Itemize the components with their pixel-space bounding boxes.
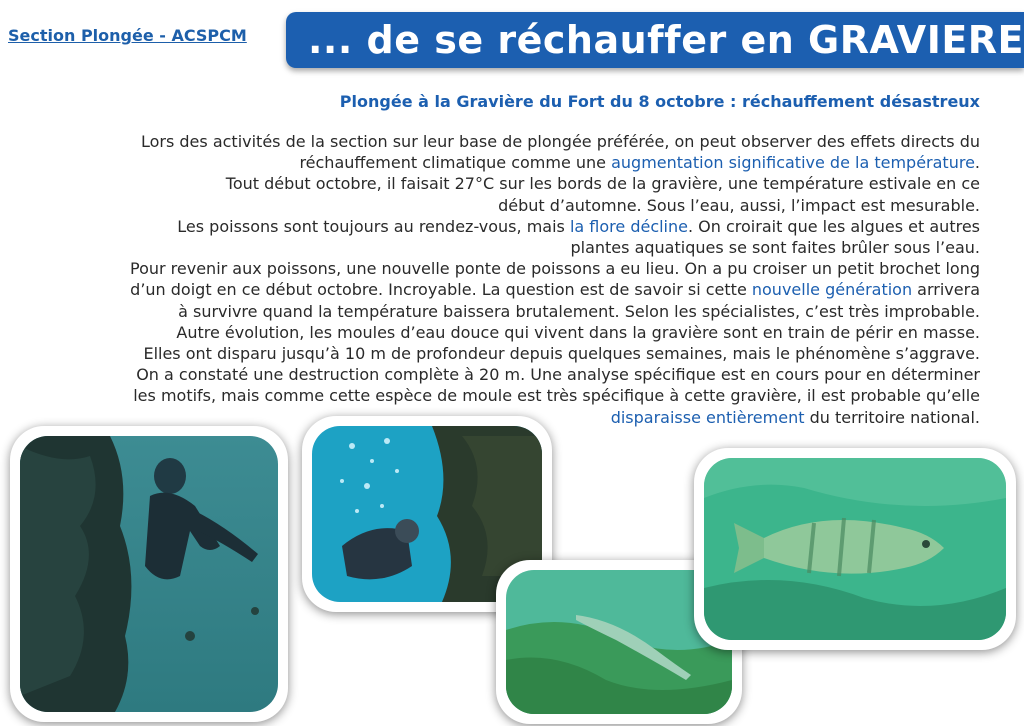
text-run: à survivre quand la température baissera brutalement. Selon les spécialistes, c’est très improbable. [178, 301, 980, 321]
article-subtitle: Plongée à la Gravière du Fort du 8 octobre : réchauffement désastreux [339, 92, 980, 111]
text-run: Les poissons sont toujours au rendez-vous, mais [177, 216, 570, 236]
article-line [40, 364, 980, 385]
article-line [40, 301, 980, 322]
text-run: début d’automne. Sous l’eau, aussi, l’impact est mesurable. [498, 195, 980, 215]
text-run: Pour revenir aux poissons, une nouvelle ponte de poissons a eu lieu. On a pu croiser un petit brochet long [130, 259, 980, 279]
highlight-phrase[interactable]: augmentation significative de la température [611, 153, 975, 173]
article-line [40, 385, 980, 406]
text-run: Elles ont disparu jusqu’à 10 m de profondeur depuis quelques semaines, mais le phénomène s’aggrave. [143, 344, 980, 364]
text-run: du territoire national. [804, 407, 980, 427]
article-body [40, 131, 980, 428]
text-run: Tout début octobre, il faisait 27°C sur les bords de la gravière, une température estivale en ce [225, 174, 980, 194]
text-run: On a constaté une destruction complète à 20 m. Une analyse spécifique est en cours pour en déterminer [136, 365, 980, 385]
article-line [40, 173, 980, 194]
text-run: Autre évolution, les moules d’eau douce qui vivent dans la gravière sont en train de périr en masse. [176, 322, 980, 342]
article-line [40, 343, 980, 364]
text-run: les motifs, mais comme cette espèce de moule est très spécifique à cette gravière, il est probable qu’elle [133, 386, 980, 406]
text-run: . [974, 153, 980, 173]
text-run: plantes aquatiques se sont faites brûler sous l’eau. [570, 238, 980, 258]
text-run: arrivera [912, 280, 980, 300]
article-line [40, 237, 980, 258]
title-banner [286, 12, 1024, 68]
article-line [40, 258, 980, 279]
highlight-phrase[interactable]: disparaisse entièrement [610, 407, 805, 427]
section-link[interactable]: Section Plongée - ACSPCM [8, 26, 247, 45]
article-line [40, 216, 980, 237]
banner-title: ... de se réchauffer en GRAVIERE [308, 18, 1024, 62]
photo-diver-rock-wall [10, 426, 288, 722]
photo-perch [694, 448, 1016, 650]
article-line [40, 195, 980, 216]
text-run: . On croirait que les algues et autres [687, 216, 980, 236]
article-line [40, 279, 980, 300]
article-line [40, 322, 980, 343]
text-run: d’un doigt en ce début octobre. Incroyable. La question est de savoir si cette [130, 280, 752, 300]
text-run: réchauffement climatique comme une [299, 153, 612, 173]
article-line [40, 131, 980, 152]
article-line [40, 152, 980, 173]
text-run: Lors des activités de la section sur leur base de plongée préférée, on peut observer des effets directs du [140, 132, 980, 151]
highlight-phrase[interactable]: nouvelle génération [751, 280, 913, 300]
highlight-phrase[interactable]: la flore décline [569, 216, 688, 236]
